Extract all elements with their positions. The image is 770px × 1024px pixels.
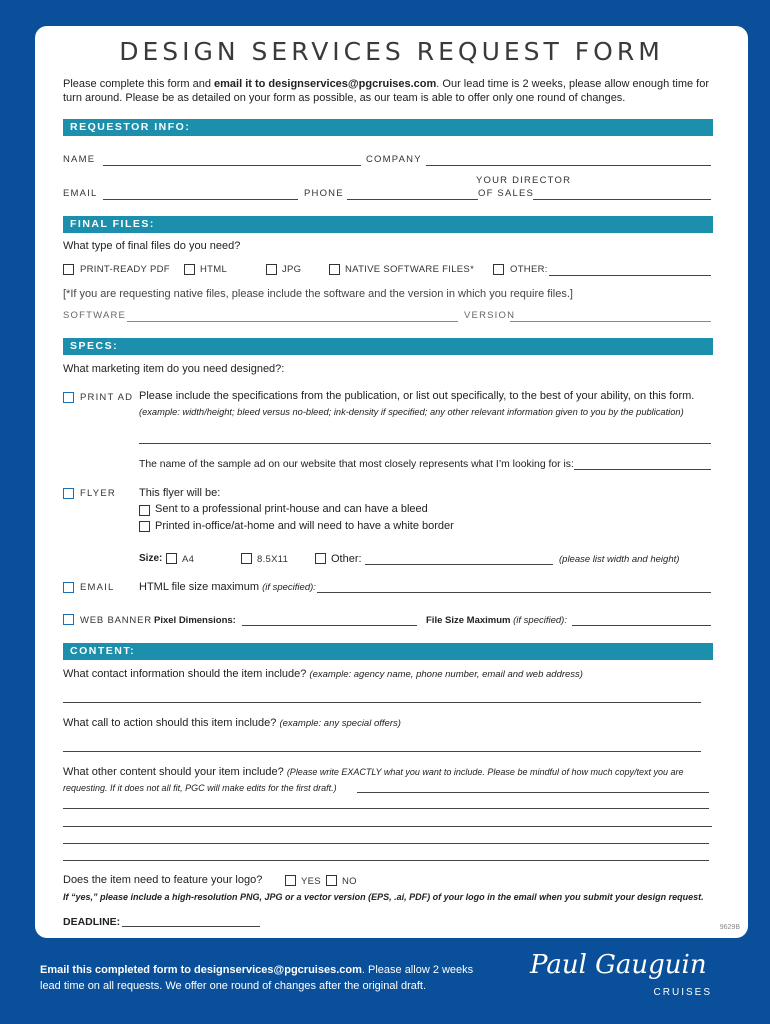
logo-note: If “yes,” please include a high-resolution PNG, JPG or a vector version (EPS, .ai, PDF) of your logo in the email when you submit your design request. [63,892,704,902]
final-files-question: What type of final files do you need? [63,240,241,252]
size-note: (please list width and height) [559,554,680,565]
web-banner-label: WEB BANNER [80,615,152,626]
file-size-max: File Size Maximum [426,615,511,626]
flyer-opt-bleed: Sent to a professional print-house and can have a bleed [155,503,428,515]
cta-example: (example: any special offers) [279,718,401,729]
contact-question [63,668,583,680]
pixel-dims-label: Pixel Dimensions: [154,615,236,626]
email-size-text: HTML file size maximum [139,581,259,593]
other-content-field-2[interactable] [63,808,709,809]
size-other: Other: [331,553,362,565]
footer-email: Email this completed form to designservices@pgcruises.com [40,964,362,976]
intro-pre: Please complete this form and [63,78,215,90]
checkbox-logo-yes[interactable] [285,875,296,886]
contact-field[interactable] [63,702,701,703]
logo-script: Paul Gauguin [530,950,707,980]
size-85x11: 8.5X11 [257,554,289,565]
name-label: NAME [63,154,96,165]
checkbox-other[interactable] [493,264,504,275]
flyer-text: This flyer will be: [139,487,221,499]
director-label-2: OF SALES [478,188,535,199]
checkbox-email[interactable] [63,582,74,593]
native-note: [*If you are requesting native files, please include the software and the version in which you require files.] [63,288,573,300]
size-a4: A4 [182,554,195,565]
print-ad-text: Please include the specifications from the publication, or list out specifically, to the best of your ability, on this form. [139,390,695,402]
banner-if-specified: (if specified): [513,615,567,626]
cta-q: What call to action should this item include? [63,717,277,729]
specs-question: What marketing item do you need designed?: [63,363,285,375]
cta-field[interactable] [63,751,701,752]
deadline-label: DEADLINE: [63,916,121,928]
email-size-field[interactable] [317,592,711,593]
checkbox-flyer-border[interactable] [139,521,150,532]
logo-yes: YES [301,876,321,887]
other-content-q: What other content should your item include? [63,766,284,778]
content-heading: CONTENT: [63,643,713,660]
phone-field[interactable] [347,199,478,200]
requestor-heading: REQUESTOR INFO: [63,119,713,136]
director-label-1: YOUR DIRECTOR [476,175,572,186]
specs-heading: SPECS: [63,338,713,355]
footer-text [40,962,480,994]
checkbox-logo-no[interactable] [326,875,337,886]
file-size-label [426,615,567,626]
company-label: COMPANY [366,154,422,165]
version-field[interactable] [510,321,711,322]
cta-question [63,717,401,729]
flyer-opt-border: Printed in-office/at-home and will need to have a white border [155,520,454,532]
checkbox-a4[interactable] [166,553,177,564]
other-field[interactable] [549,275,711,276]
sample-ad-field[interactable] [574,469,711,470]
brand-logo [530,950,720,1000]
intro-text [63,77,723,105]
deadline-field[interactable] [122,926,260,927]
print-ad-example: (example: width/height; bleed versus no-bleed; ink-density if specified; any other relevant information given to you by the publication) [139,407,684,417]
checkbox-html[interactable] [184,264,195,275]
email-field[interactable] [103,199,298,200]
checkbox-web-banner[interactable] [63,614,74,625]
pixel-dims-field[interactable] [242,625,417,626]
final-files-heading: FINAL FILES: [63,216,713,233]
software-field[interactable] [127,321,458,322]
email-item-text [139,581,316,593]
other-content-question [63,766,684,778]
version-label: VERSION [464,310,516,321]
logo-question: Does the item need to feature your logo? [63,874,263,886]
other-content-field-4[interactable] [63,843,709,844]
print-ad-label: PRINT AD [80,392,134,403]
checkbox-pdf[interactable] [63,264,74,275]
page-title: DESIGN SERVICES REQUEST FORM [119,37,664,66]
print-ad-field[interactable] [139,443,711,444]
email-item-label: EMAIL [80,582,115,593]
contact-q: What contact information should the item include? [63,668,307,680]
checkbox-85x11[interactable] [241,553,252,564]
sample-ad-text: The name of the sample ad on our website that most closely represents what I’m looking for is: [139,459,574,470]
logo-sub: CRUISES [653,987,712,998]
size-other-field[interactable] [365,564,553,565]
checkbox-native[interactable] [329,264,340,275]
email-label: EMAIL [63,188,98,199]
checkbox-size-other[interactable] [315,553,326,564]
file-size-field[interactable] [572,625,711,626]
flyer-label: FLYER [80,488,116,499]
option-html: HTML [200,264,228,275]
software-label: SOFTWARE [63,310,127,321]
size-label: Size: [139,553,163,564]
checkbox-flyer-bleed[interactable] [139,505,150,516]
option-jpg: JPG [282,264,302,275]
other-content-field-1[interactable] [357,792,709,793]
form-code: 9629B [719,924,740,931]
director-field[interactable] [533,199,711,200]
email-if-specified: (if specified): [262,582,316,593]
phone-label: PHONE [304,188,344,199]
other-content-field-5[interactable] [63,860,709,861]
intro-email: email it to designservices@pgcruises.com [214,78,437,90]
checkbox-flyer[interactable] [63,488,74,499]
logo-no: NO [342,876,357,887]
form-card [35,26,748,938]
checkbox-print-ad[interactable] [63,392,74,403]
option-native: NATIVE SOFTWARE FILES* [345,264,475,275]
option-other: OTHER: [510,264,548,275]
other-content-field-3[interactable] [63,826,712,827]
company-field[interactable] [426,165,711,166]
footer-rest: . Please allow 2 weeks lead time on all requests. We offer one round of changes after the original draft. [40,964,474,992]
intro-post: . Our lead time is 2 weeks, please allow enough time for turn around. Please be as detailed on your form as possible, as our team is able to offer only one round of changes. [63,78,709,104]
option-pdf: PRINT-READY PDF [80,264,170,275]
other-content-example-1: (Please write EXACTLY what you want to include. Please be mindful of how much copy/text you are [286,767,684,777]
other-content-example-2: requesting. If it does not all fit, PGC will make edits for the first draft.) [63,783,337,793]
contact-example: (example: agency name, phone number, email and web address) [309,669,583,680]
checkbox-jpg[interactable] [266,264,277,275]
name-field[interactable] [103,165,361,166]
